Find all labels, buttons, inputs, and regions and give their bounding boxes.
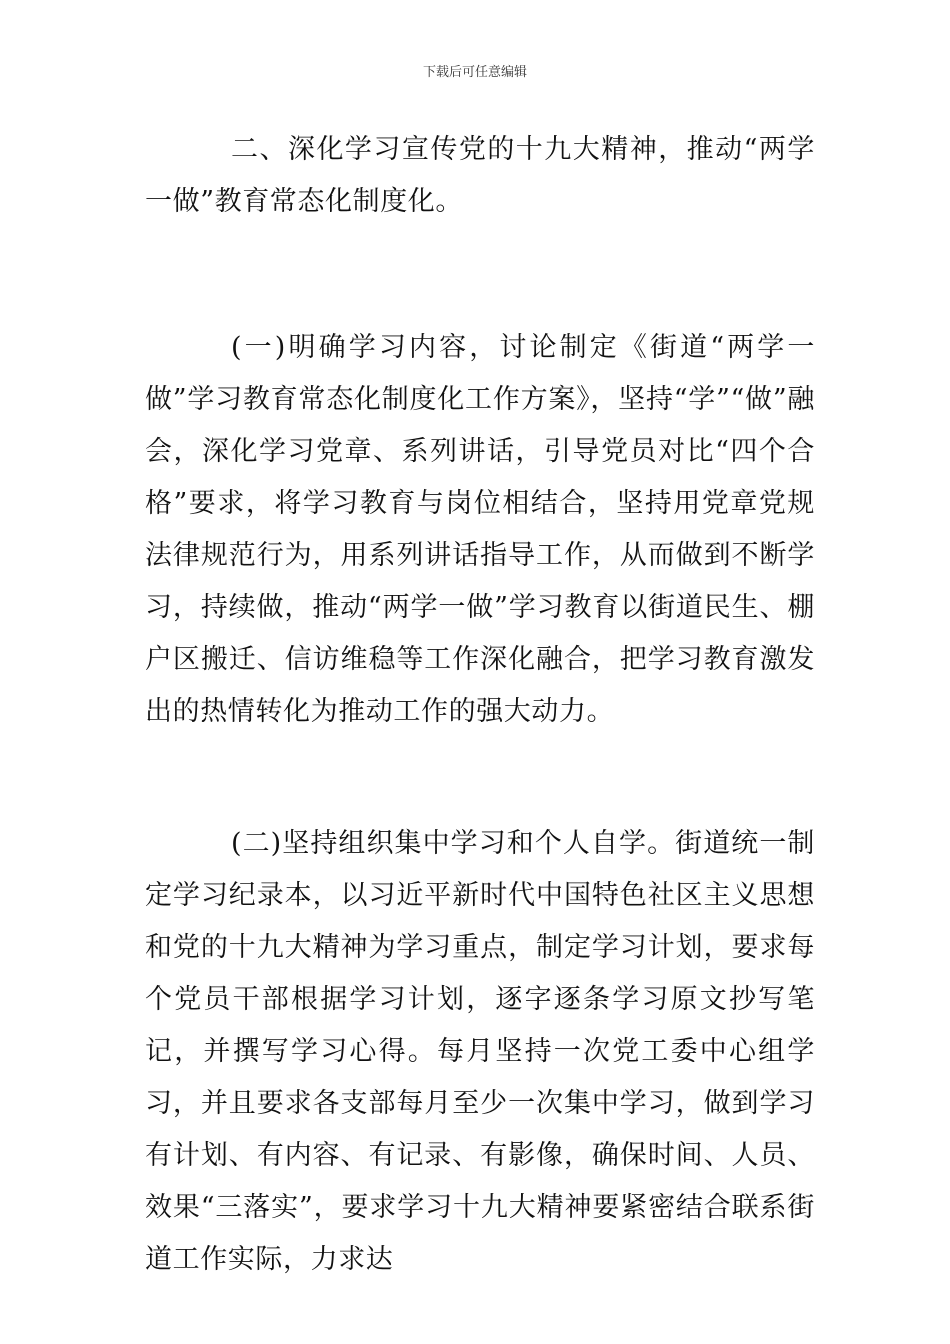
body-paragraph-2: (二)坚持组织集中学习和个人自学。街道统一制定学习纪录本，以习近平新时代中国特色社区主义思想和党的十九大精神为学习重点，制定学习计划，要求每个党员干部根据学习计划，逐字逐条学习原文抄写笔记，并撰写学习心得。每月坚持一次党工委中心组学习，并且要求各支部每月至少一次集中学习，做到学习有计划、有内容、有记录、有影像，确保时间、人员、效果“三落实”，要求学习十九大精神要紧密结合联系街道工作实际，力求达 xyxy=(145,828,815,1275)
body-paragraph-1: (一)明确学习内容，讨论制定《街道“两学一做”学习教育常态化制度化工作方案》，坚持“学”“做”融会，深化学习党章、系列讲话，引导党员对比“四个合格”要求，将学习教育与岗位相结合，坚持用党章党规法律规范行为，用系列讲话指导工作，从而做到不断学习，持续做，推动“两学一做”学习教育以街道民生、棚户区搬迁、信访维稳等工作深化融合，把学习教育激发出的热情转化为推动工作的强大动力。 xyxy=(145,332,815,727)
section-heading-paragraph: 二、深化学习宣传党的十九大精神，推动“两学一做”教育常态化制度化。 xyxy=(145,134,815,217)
page-header-note: 下载后可任意编辑 xyxy=(422,65,527,80)
